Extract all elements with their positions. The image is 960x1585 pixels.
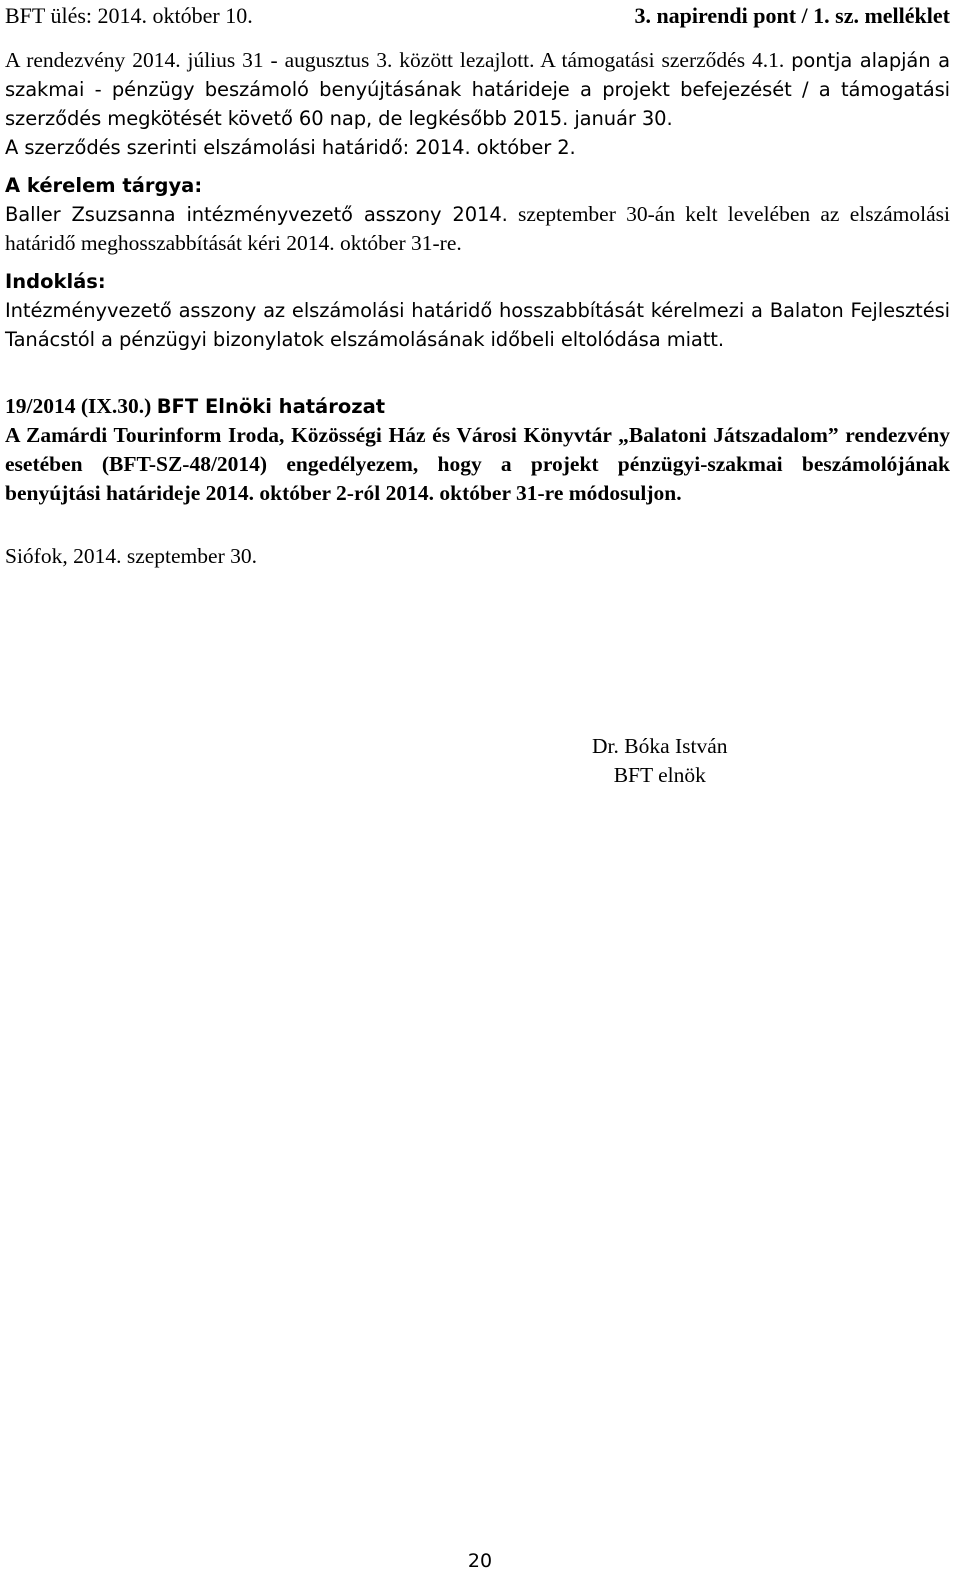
request-body <box>5 200 950 258</box>
intro-first-line: A rendezvény 2014. július 31 - augusztus 3. között lezajlott. A támogatási szerződés 4.1. <box>5 48 785 72</box>
meeting-date: BFT ülés: 2014. október 10. <box>5 3 253 28</box>
intro-paragraph <box>5 46 950 133</box>
page-header <box>5 2 950 30</box>
resolution-title <box>5 392 950 421</box>
resolution-body: A Zamárdi Tourinform Iroda, Közösségi Ház és Városi Könyvtár „Balatoni Játszadalom” rendezvény esetében (BFT-SZ-48/2014) engedélyezem, hogy a projekt pénzügyi-szakmai beszámolójának benyújtási határideje 2014. október 2-ról 2014. október 31-re módosuljon. <box>5 423 950 505</box>
request-body-part2: szeptember 30-án kelt levelében az elszámolási határidő meghosszabbítását kéri 2014. október 31-re. <box>5 202 950 255</box>
agenda-reference: 3. napirendi pont / 1. sz. melléklet <box>634 3 950 28</box>
resolution-number: 19/2014 (IX.30.) <box>5 394 152 418</box>
justification-body: Intézményvezető asszony az elszámolási határidő hosszabbítását kérelmezi a Balaton Fejlesztési Tanácstól a pénzügyi bizonylatok elszámolásának időbeli eltolódása miatt. <box>5 299 950 351</box>
resolution-name: BFT Elnöki határozat <box>156 395 386 418</box>
request-heading: A kérelem tárgya: <box>5 174 203 197</box>
page-number: 20 <box>467 1550 493 1572</box>
contract-deadline: A szerződés szerinti elszámolási határidő: 2014. október 2. <box>5 136 576 159</box>
document-body <box>5 46 950 571</box>
signatory-role: BFT elnök <box>613 763 706 787</box>
request-body-part1: Baller Zsuzsanna intézményvezető asszony 2014. <box>5 203 508 226</box>
justification-heading: Indoklás: <box>5 270 106 293</box>
signatory-name: Dr. Bóka István <box>592 734 728 758</box>
intro-rest: pontja alapján a szakmai - pénzügy beszámoló benyújtásának határideje a projekt befejezését / a támogatási szerződés megkötését követő 60 nap, de legkésőbb 2015. január 30. <box>5 49 950 130</box>
place-and-date: Siófok, 2014. szeptember 30. <box>5 544 257 568</box>
signature-block <box>592 732 728 790</box>
